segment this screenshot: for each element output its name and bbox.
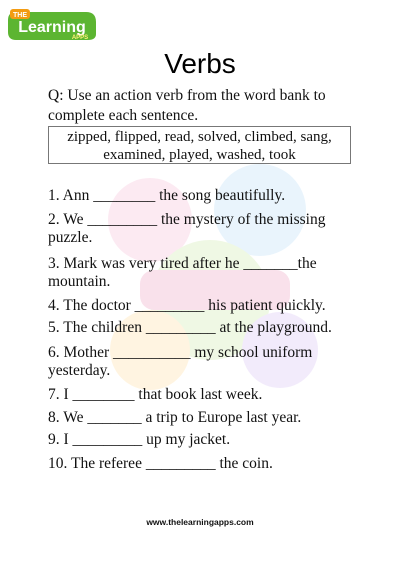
logo-line3: APPS xyxy=(71,35,89,41)
exercise-item-6: 6. Mother __________ my school uniform yesterday. xyxy=(48,344,313,379)
learning-apps-logo xyxy=(6,8,98,42)
exercise-item-8: 8. We _______ a trip to Europe last year. xyxy=(48,409,302,426)
word-bank-line2: examined, played, washed, took xyxy=(103,147,296,163)
word-bank xyxy=(48,126,351,164)
exercise-item-9: 9. I _________ up my jacket. xyxy=(48,431,231,448)
exercise-item-4: 4. The doctor _________ his patient quickly. xyxy=(48,297,326,314)
exercise-item-1: 1. Ann ________ the song beautifully. xyxy=(48,187,286,204)
footer-url: www.thelearningapps.com xyxy=(146,517,254,527)
exercise-item-3: 3. Mark was very tired after he _______the mountain. xyxy=(48,255,317,290)
word-bank-line1: zipped, flipped, read, solved, climbed, sang, xyxy=(67,129,332,145)
exercise-item-2: 2. We _________ the mystery of the missing puzzle. xyxy=(48,211,326,246)
logo-line1: THE xyxy=(13,12,27,19)
logo-line2: Learning xyxy=(18,19,86,36)
exercise-item-5: 5. The children _________ at the playground. xyxy=(48,319,332,336)
page-title: Verbs xyxy=(164,48,236,79)
exercise-item-10: 10. The referee _________ the coin. xyxy=(48,455,273,472)
exercise-item-7: 7. I ________ that book last week. xyxy=(48,386,263,403)
question-text: Q: Use an action verb from the word bank to complete each sentence. xyxy=(48,87,326,124)
